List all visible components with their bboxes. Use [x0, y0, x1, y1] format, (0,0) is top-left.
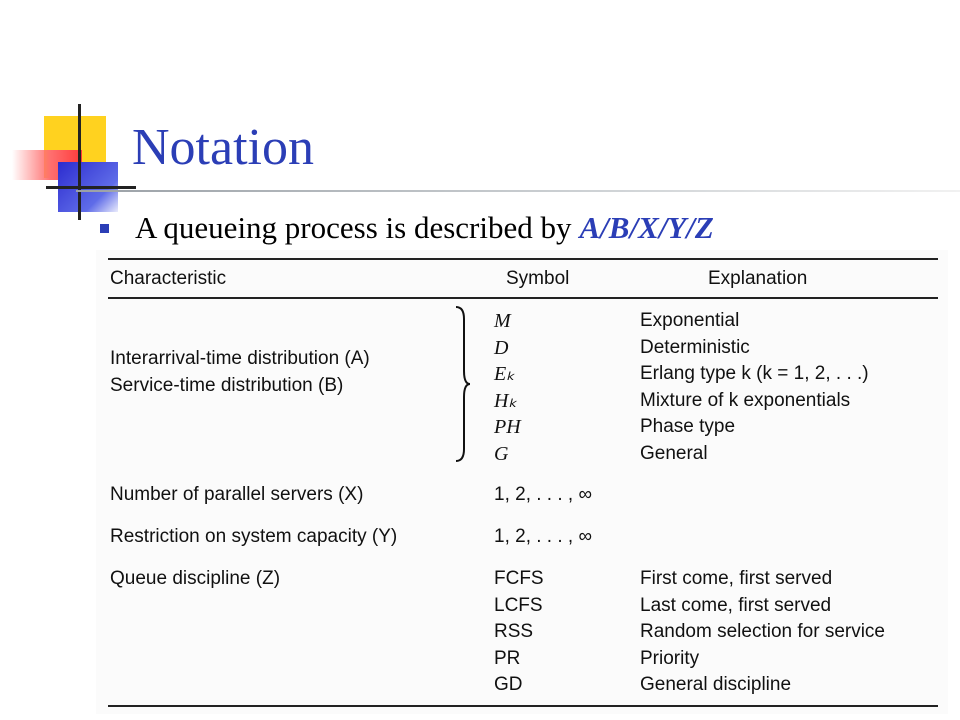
bullet-square-icon: [100, 224, 109, 233]
symbol-cell: PH: [494, 416, 521, 439]
decor-horizontal-line: [46, 186, 136, 189]
explanation-cell: Priority: [640, 647, 700, 669]
slide-title: Notation: [132, 119, 314, 176]
table-bottom-rule: [108, 705, 938, 707]
characteristic-servers: Number of parallel servers (X): [110, 484, 364, 505]
explanation-cell: General discipline: [640, 674, 792, 696]
characteristic-label: [110, 346, 370, 399]
explanation-cell: First come, first served: [640, 568, 833, 589]
bullet-text: A queueing process is described by: [135, 210, 572, 245]
table-top-rule: [108, 258, 938, 260]
symbol-cell: FCFS: [494, 568, 544, 589]
notation-table: [96, 250, 948, 714]
symbol-cell: LCFS: [494, 594, 543, 616]
header-explanation: Explanation: [708, 268, 808, 289]
symbol-capacity: 1, 2, . . . , ∞: [494, 526, 593, 547]
symbol-cell: M: [494, 310, 511, 332]
symbol-cell: RSS: [494, 621, 534, 643]
symbol-cell: D: [494, 336, 509, 359]
explanation-cell: Erlang type k (k = 1, 2, . . .): [640, 363, 869, 385]
characteristic-discipline: Queue discipline (Z): [110, 568, 281, 589]
symbol-column-distributions: [494, 308, 521, 468]
characteristic-service: Service-time distribution (B): [110, 374, 344, 396]
header-characteristic: Characteristic: [110, 268, 227, 289]
explanation-column-distributions: [640, 308, 869, 468]
explanation-cell: Mixture of k exponentials: [640, 389, 851, 411]
characteristic-capacity: Restriction on system capacity (Y): [110, 526, 398, 547]
explanation-cell: Last come, first served: [640, 594, 832, 616]
curly-brace-icon: [454, 305, 472, 463]
characteristic-interarrival: Interarrival-time distribution (A): [110, 348, 370, 369]
symbol-column-discipline: [494, 566, 544, 699]
explanation-column-discipline: [640, 566, 885, 699]
explanation-cell: Exponential: [640, 310, 740, 331]
decor-vertical-line: [78, 104, 81, 220]
symbol-cell: Eₖ: [494, 363, 515, 386]
symbol-servers: 1, 2, . . . , ∞: [494, 484, 593, 505]
explanation-cell: Random selection for service: [640, 621, 885, 643]
explanation-cell: General: [640, 442, 708, 464]
explanation-cell: Phase type: [640, 416, 736, 438]
title-divider: [76, 190, 960, 192]
explanation-cell: Deterministic: [640, 336, 750, 358]
bullet-notation: A/B/X/Y/Z: [579, 210, 714, 245]
symbol-cell: G: [494, 442, 509, 465]
bullet-item: [100, 210, 714, 246]
symbol-cell: GD: [494, 674, 523, 696]
symbol-cell: Hₖ: [494, 389, 517, 412]
table-header-rule: [108, 297, 938, 299]
header-symbol: Symbol: [506, 268, 570, 289]
symbol-cell: PR: [494, 647, 521, 669]
